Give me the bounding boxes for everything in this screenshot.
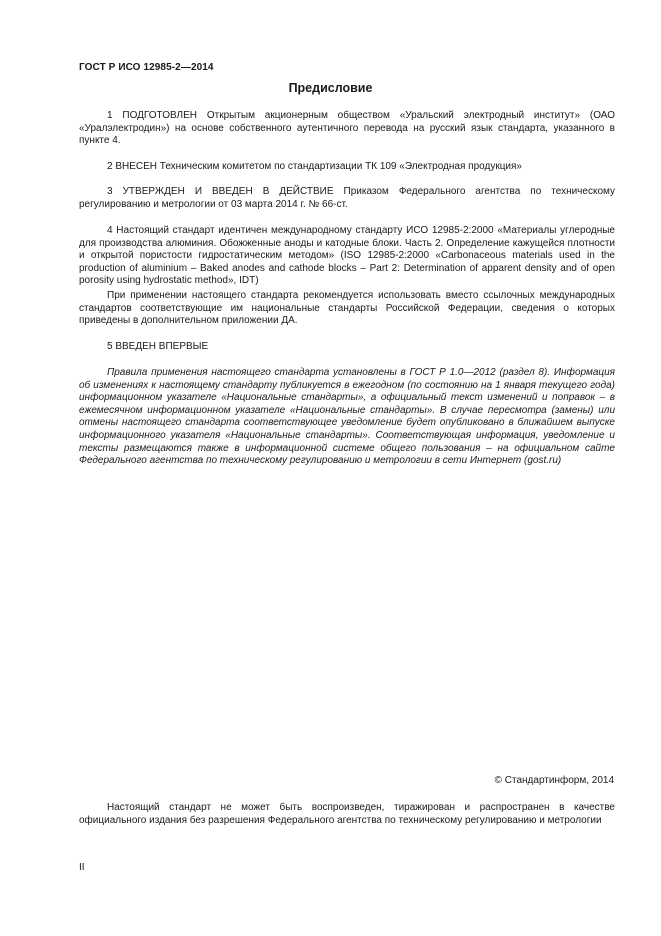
document-code: ГОСТ Р ИСО 12985-2—2014 — [79, 62, 214, 73]
page-number: II — [79, 862, 85, 873]
paragraph-4-note: При применении настоящего стандарта рекомендуется использовать вместо ссылочных международных стандартов соответствующие им национальные стандарты Российской Федерации, сведения о которых приведены в дополнительном приложении ДА. — [79, 290, 615, 327]
notice-paragraph: Правила применения настоящего стандарта установлены в ГОСТ Р 1.0—2012 (раздел 8). Информация об изменениях к настоящему стандарту публикуется в ежегодном (по состоянию на 1 января текущего года) информационном указателе «Национальные стандарты», а официальный текст изменений и поправок – в ежемесячном информационном указателе «Национальные стандарты». В случае пересмотра (замены) или отмены настоящего стандарта соответствующее уведомление будет опубликовано в ближайшем выпуске информационного указателя «Национальные стандарты». Соответствующая информация, уведомление и тексты размещаются также в информационной системе общего пользования – на официальном сайте Федерального агентства по техническому регулированию и метрологии в сети Интернет (gost.ru) — [79, 367, 615, 467]
paragraph-3: 3 УТВЕРЖДЕН И ВВЕДЕН В ДЕЙСТВИЕ Приказом Федерального агентства по техническому регулированию и метрологии от 03 марта 2014 г. № 66-ст. — [79, 186, 615, 210]
page-title: Предисловие — [288, 81, 373, 95]
paragraph-2: 2 ВНЕСЕН Техническим комитетом по стандартизации ТК 109 «Электродная продукция» — [107, 161, 522, 172]
paragraph-4: 4 Настоящий стандарт идентичен международному стандарту ИСО 12985-2:2000 «Материалы углеродные для производства алюминия. Обожженные аноды и катодные блоки. Часть 2. Определение кажущейся плотности и открытой пористости гидростатическим методом» (ISO 12985-2:2000 «Carbonaceous materials used in the production of aluminium – Baked anodes and cathode blocks – Part 2: Determination of apparent density and of open porosity using hydrostatic method», IDT) — [79, 225, 615, 287]
paragraph-1: 1 ПОДГОТОВЛЕН Открытым акционерным обществом «Уральский электродный институт» (ОАО «Уралэлектродин») на основе собственного аутентичного перевода на русский язык стандарта, указанного в пункте 4. — [79, 110, 615, 147]
paragraph-5: 5 ВВЕДЕН ВПЕРВЫЕ — [107, 341, 209, 352]
reproduction-note: Настоящий стандарт не может быть воспроизведен, тиражирован и распространен в качестве официального издания без разрешения Федерального агентства по техническому регулированию и метрологии — [79, 802, 615, 826]
copyright: © Стандартинформ, 2014 — [494, 775, 614, 786]
